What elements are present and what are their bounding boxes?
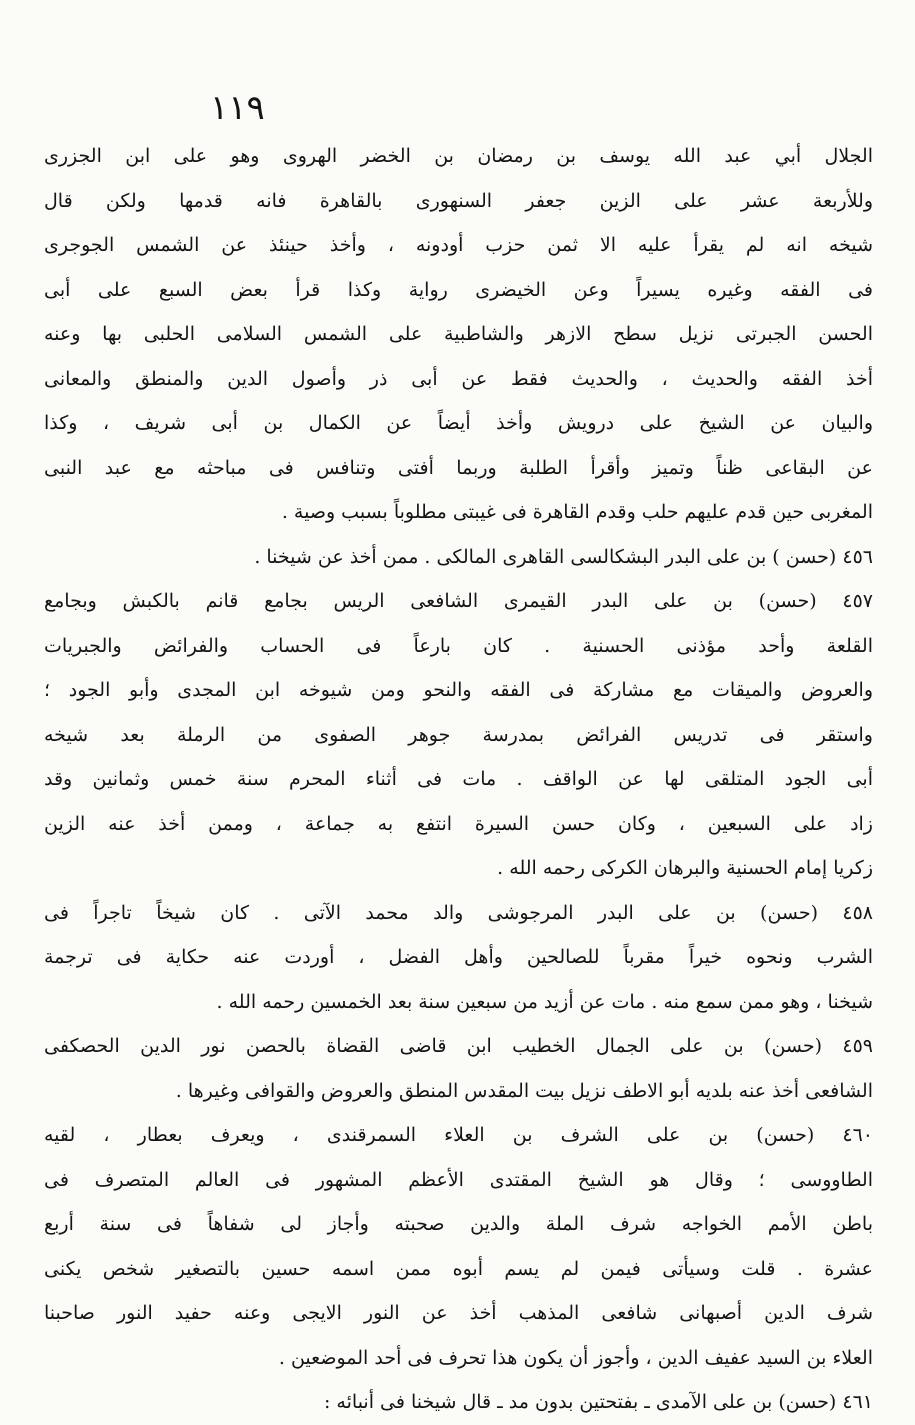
text-line: باطن الأمم الخواجه شرف الملة والدين صحبته وأجاز لى شفاهاً فى سنة أربع <box>44 1213 873 1235</box>
text-line: شيخه انه لم يقرأ عليه الا ثمن حزب أودونه ، وأخذ حينئذ عن الشمس الجوجرى <box>44 234 873 256</box>
text-line: شيخنا ، وهو ممن سمع منه . مات عن أزيد من سبعين سنة بعد الخمسين رحمه الله . <box>216 990 873 1013</box>
text-line: واستقر فى تدريس الفرائض بمدرسة جوهر الصفوى من الرملة بعد شيخه <box>44 723 873 746</box>
text-line: ٤٥٨ (حسن) بن على البدر المرجوشى والد محمد الآتى . كان شيخاً تاجراً فى <box>44 901 873 924</box>
text-line: ٤٥٦ (حسن ) بن على البدر البشكالسى القاهرى المالكى . ممن أخذ عن شيخنا . <box>254 545 873 568</box>
text-line: الشرب ونحوه خيراً مقرباً للصالحين وأهل الفضل ، أوردت عنه حكاية فى ترجمة <box>44 946 873 968</box>
text-line: شرف الدين أصبهانى شافعى المذهب أخذ عن النور الايجى وعنه حفيد النور صاحبنا <box>44 1302 873 1324</box>
page-body-text <box>44 134 873 1425</box>
text-line: عن البقاعى ظناً وتميز وأقرأ الطلبة وربما أفتى وتنافس فى مباحثه مع عبد النبى <box>44 456 873 479</box>
text-line: العلاء بن السيد عفيف الدين ، وأجوز أن يكون هذا تحرف فى أحد الموضعين . <box>278 1346 873 1369</box>
text-line: أخذ الفقه والحديث ، والحديث فقط عن أبى ذر وأصول الدين والمنطق والمعانى <box>44 367 873 390</box>
text-line: ٤٦١ (حسن) بن على الآمدى ـ بفتحتين بدون مد ـ قال شيخنا فى أنبائه : <box>323 1391 873 1413</box>
text-line: فى الفقه وغيره يسيراً وعن الخيضرى رواية وكذا قرأ بعض السبع على أبى <box>44 278 873 301</box>
text-line: المغربى حين قدم عليهم حلب وقدم القاهرة فى غيبتى مطلوباً بسبب وصية . <box>281 501 873 523</box>
text-line: ٤٥٩ (حسن) بن على الجمال الخطيب ابن قاضى القضاة بالحصن نور الدين الحصكفى <box>44 1035 873 1057</box>
text-line: عشرة . قلت وسيأتى فيمن لم يسم أبوه ممن اسمه حسين بالتصغير شخص يكنى <box>44 1257 873 1280</box>
text-line: والبيان عن الشيخ على درويش وأخذ أيضاً عن الكمال بن أبى شريف ، وكذا <box>44 412 873 434</box>
text-line: الحسن الجبرتى نزيل سطح الازهر والشاطبية على الشمس السلامى الحلبى بها وعنه <box>44 323 873 345</box>
text-line: زاد على السبعين ، وكان حسن السيرة انتفع به جماعة ، وممن أخذ عنه الزين <box>44 812 873 835</box>
text-line: ٤٦٠ (حسن) بن على الشرف بن العلاء السمرقندى ، ويعرف بعطار ، لقيه <box>44 1124 873 1146</box>
text-line: وللأربعة عشر على الزين جعفر السنهورى بالقاهرة فانه قدمها ولكن قال <box>44 189 873 212</box>
text-line: الطاووسى ؛ وقال هو الشيخ المقتدى الأعظم المشهور فى العالم المتصرف فى <box>44 1168 873 1191</box>
text-line: القلعة وأحد مؤذنى الحسنية . كان بارعاً فى الحساب والفرائض والجبريات <box>44 634 873 657</box>
text-line: الشافعى أخذ عنه بلديه أبو الاطف نزيل بيت المقدس المنطق والعروض والقوافى وغيرها . <box>175 1079 873 1102</box>
text-line: زكريا إمام الحسنية والبرهان الكركى رحمه الله . <box>497 857 873 879</box>
text-line: الجلال أبي عبد الله يوسف بن رمضان بن الخضر الهروى وهو على ابن الجزرى <box>44 145 873 167</box>
page-number: ١١٩ <box>210 88 265 128</box>
text-line: والعروض والميقات مع مشاركة فى الفقه والنحو ومن شيوخه ابن المجدى وأبو الجود ؛ <box>44 679 873 701</box>
text-line: ٤٥٧ (حسن) بن على البدر القيمرى الشافعى الريس بجامع قانم بالكبش وبجامع <box>44 590 873 612</box>
text-line: أبى الجود المتلقى لها عن الواقف . مات فى أثناء المحرم سنة خمس وثمانين وقد <box>44 768 873 790</box>
